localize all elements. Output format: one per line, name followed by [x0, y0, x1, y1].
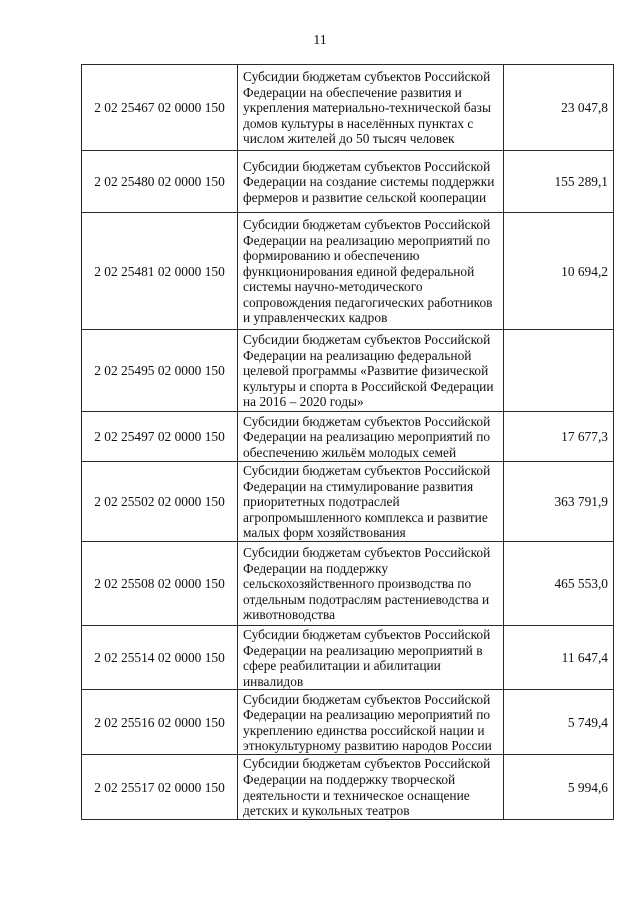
amount-cell: 23 047,8 [504, 65, 614, 151]
budget-code-cell: 2 02 25508 02 0000 150 [82, 542, 238, 626]
budget-code-cell: 2 02 25495 02 0000 150 [82, 330, 238, 412]
description-cell: Субсидии бюджетам субъектов Российской Федерации на реализацию мероприятий по обеспечению жильём молодых семей [238, 412, 504, 462]
table-row [82, 690, 614, 755]
description-cell: Субсидии бюджетам субъектов Российской Федерации на реализацию мероприятий по формированию и обеспечению функционирования единой федеральной системы научно-методического сопровождения педагогических работников и управленческих кадров [238, 213, 504, 330]
amount-cell: 5 994,6 [504, 755, 614, 819]
budget-code-cell: 2 02 25497 02 0000 150 [82, 412, 238, 462]
amount-cell: 11 647,4 [504, 626, 614, 690]
amount-cell: 17 677,3 [504, 412, 614, 462]
budget-code-cell: 2 02 25481 02 0000 150 [82, 213, 238, 330]
table-row [82, 65, 614, 151]
amount-cell: 155 289,1 [504, 151, 614, 213]
amount-cell: 10 694,2 [504, 213, 614, 330]
budget-code-cell: 2 02 25467 02 0000 150 [82, 65, 238, 151]
table-row [82, 462, 614, 542]
table-row [82, 213, 614, 330]
amount-cell [504, 330, 614, 412]
table-row [82, 412, 614, 462]
budget-code-cell: 2 02 25502 02 0000 150 [82, 462, 238, 542]
table-row [82, 755, 614, 819]
description-cell: Субсидии бюджетам субъектов Российской Федерации на реализацию федеральной целевой программы «Развитие физической культуры и спорта в Российской Федерации на 2016 – 2020 годы» [238, 330, 504, 412]
amount-cell: 363 791,9 [504, 462, 614, 542]
amount-cell: 465 553,0 [504, 542, 614, 626]
budget-revenue-table [81, 64, 614, 820]
description-cell: Субсидии бюджетам субъектов Российской Федерации на обеспечение развития и укрепления материально-технической базы домов культуры в населённых пунктах с числом жителей до 50 тысяч человек [238, 65, 504, 151]
description-cell: Субсидии бюджетам субъектов Российской Федерации на стимулирование развития приоритетных подотраслей агропромышленного комплекса и развитие малых форм хозяйствования [238, 462, 504, 542]
description-cell: Субсидии бюджетам субъектов Российской Федерации на поддержку творческой деятельности и техническое оснащение детских и кукольных театров [238, 755, 504, 819]
page-number: 11 [313, 33, 327, 48]
budget-code-cell: 2 02 25480 02 0000 150 [82, 151, 238, 213]
table-row [82, 626, 614, 690]
description-cell: Субсидии бюджетам субъектов Российской Федерации на реализацию мероприятий в сфере реабилитации и абилитации инвалидов [238, 626, 504, 690]
description-cell: Субсидии бюджетам субъектов Российской Федерации на поддержку сельскохозяйственного производства по отдельным подотраслям растениеводства и животноводства [238, 542, 504, 626]
table-row [82, 542, 614, 626]
budget-code-cell: 2 02 25516 02 0000 150 [82, 690, 238, 755]
budget-code-cell: 2 02 25517 02 0000 150 [82, 755, 238, 819]
table-row [82, 330, 614, 412]
description-cell: Субсидии бюджетам субъектов Российской Федерации на создание системы поддержки фермеров и развитие сельской кооперации [238, 151, 504, 213]
amount-cell: 5 749,4 [504, 690, 614, 755]
description-cell: Субсидии бюджетам субъектов Российской Федерации на реализацию мероприятий по укреплению единства российской нации и этнокультурному развитию народов России [238, 690, 504, 755]
budget-code-cell: 2 02 25514 02 0000 150 [82, 626, 238, 690]
table-row [82, 151, 614, 213]
